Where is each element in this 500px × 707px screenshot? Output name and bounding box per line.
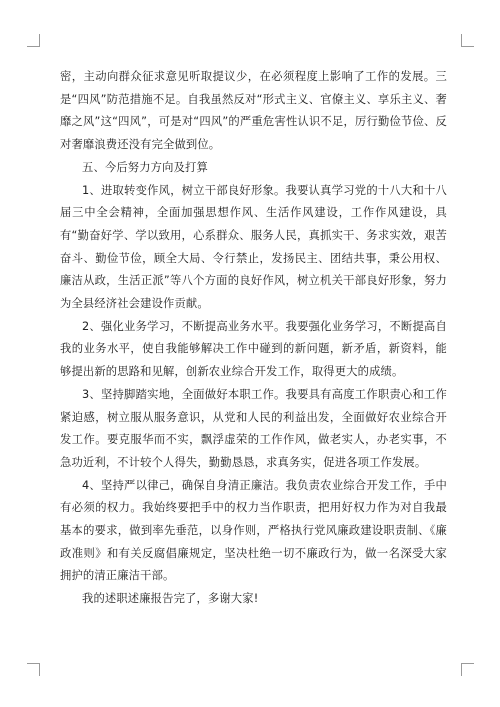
document-body — [60, 66, 447, 611]
corner-mark-top-right — [461, 34, 474, 47]
corner-mark-bottom-left — [27, 663, 40, 676]
section-heading: 五、今后努力方向及打算 — [82, 160, 208, 174]
paragraph-continuation: 密，主动向群众征求意见听取提议少，在必须程度上影响了工作的发展。三是“四风”防范措施不足。自我虽然反对“形式主义、官僚主义、享乐主义、奢靡之风”这“四风”，可是对“四风”的严重危害性认识不足，厉行勤俭节俭、反对奢靡浪费还没有完全做到位。 — [60, 70, 447, 152]
corner-mark-bottom-right — [461, 663, 474, 676]
corner-mark-top-left — [27, 34, 40, 47]
closing-line: 我的述职述廉报告完了，多谢大家! — [82, 592, 259, 606]
paragraph-item-4: 4、坚持严以律己，确保自身清正廉洁。我负责农业综合开发工作，手中有必须的权力。我始终要把手中的权力当作职责，把用好权力作为对自我最基本的要求，做到率先垂范，以身作则，严格执行党风廉政建设职责制、《廉政准则》和有关反腐倡廉规定，坚决杜绝一切不廉政行为，做一名深受大家拥护的清正廉洁干部。 — [60, 478, 447, 583]
paragraph-item-1: 1、进取转变作风，树立干部良好形象。我要认真学习党的十八大和十八届三中全会精神，全面加强思想作风、生活作风建设，工作作风建设，具有“勤奋好学、学以致用，心系群众、服务人民，真抓实干、务求实效，艰苦奋斗、勤俭节俭，顾全大局、令行禁止，发扬民主、团结共事，秉公用权、廉洁从政，生活正派”等八个方面的良好作风，树立机关干部良好形象，努力为全县经济社会建设作贡献。 — [60, 183, 447, 311]
paragraph-item-3: 3、坚持脚踏实地，全面做好本职工作。我要具有高度工作职责心和工作紧迫感，树立服从服务意识，从党和人民的利益出发，全面做好农业综合开发工作。要克服华而不实，飘浮虚荣的工作作风，做老实人，办老实事，不急功近利，不计较个人得失，勤勤恳恳，求真务实，促进各项工作发展。 — [60, 387, 447, 469]
paragraph-item-2: 2、强化业务学习，不断提高业务水平。我要强化业务学习，不断提高自我的业务水平，使自我能够解决工作中碰到的新问题，新矛盾，新资料，能够提出新的思路和见解，创新农业综合开发工作，取得更大的成绩。 — [60, 319, 447, 379]
